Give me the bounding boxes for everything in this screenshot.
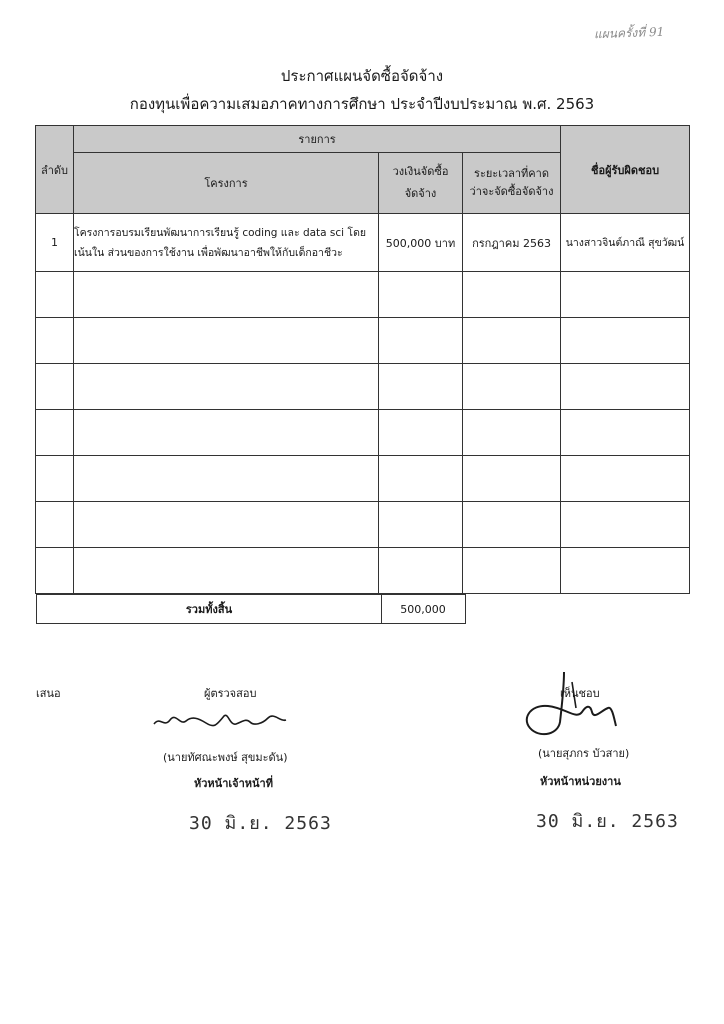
approver-label: เห็นชอบ bbox=[560, 687, 600, 700]
table-row bbox=[36, 364, 690, 410]
row-no: 1 bbox=[36, 214, 74, 272]
header-period: ระยะเวลาที่คาดว่าจะจัดซื้อจัดจ้าง bbox=[463, 153, 561, 214]
table-row bbox=[36, 272, 690, 318]
table-row bbox=[36, 318, 690, 364]
table-row bbox=[36, 410, 690, 456]
document-subtitle: กองทุนเพื่อความเสมอภาคทางการศึกษา ประจำปีงบประมาณ พ.ศ. 2563 bbox=[129, 95, 595, 113]
page-tag: แผนครั้งที่ 91 bbox=[593, 24, 665, 42]
propose-label: เสนอ bbox=[36, 687, 61, 700]
reviewer-name: (นายทัศณะพงษ์ สุขมะดัน) bbox=[163, 751, 288, 764]
total-value: 500,000 bbox=[400, 602, 446, 616]
approver-position: หัวหน้าหน่วยงาน bbox=[540, 775, 621, 788]
header-responsible: ชื่อผู้รับผิดชอบ bbox=[561, 126, 690, 214]
header-items: รายการ bbox=[74, 126, 561, 153]
header-budget: วงเงินจัดซื้อจัดจ้าง bbox=[379, 153, 463, 214]
row-period: กรกฎาคม 2563 bbox=[463, 214, 561, 272]
table-row bbox=[36, 502, 690, 548]
total-label: รวมทั้งสิ้น bbox=[37, 595, 382, 623]
reviewer-position: หัวหน้าเจ้าหน้าที่ bbox=[194, 777, 273, 790]
table-row bbox=[36, 214, 690, 272]
header-project: โครงการ bbox=[74, 153, 379, 214]
row-project: โครงการอบรมเรียนพัฒนาการเรียนรู้ coding และ data sci โดยเน้นใน ส่วนของการใช้งาน เพื่อพัฒนาอาชีพให้กับเด็กอาชีวะ bbox=[74, 214, 379, 272]
table-row bbox=[36, 548, 690, 594]
reviewer-date-stamp: 30 มิ.ย. 2563 bbox=[189, 813, 332, 834]
row-responsible: นางสาวจินต์ภาณี สุขวัฒน์ bbox=[561, 214, 690, 272]
approver-signature bbox=[512, 668, 632, 744]
approver-date-stamp: 30 มิ.ย. 2563 bbox=[536, 811, 679, 832]
table-row bbox=[36, 456, 690, 502]
total-row bbox=[36, 594, 466, 624]
reviewer-label: ผู้ตรวจสอบ bbox=[204, 687, 257, 700]
header-no: ลำดับ bbox=[36, 126, 74, 214]
reviewer-signature bbox=[150, 704, 290, 734]
approver-name: (นายสุภกร บัวสาย) bbox=[538, 747, 630, 760]
row-budget: 500,000 บาท bbox=[379, 214, 463, 272]
document-title: ประกาศแผนจัดซื้อจัดจ้าง bbox=[280, 67, 444, 85]
procurement-plan-table bbox=[35, 125, 690, 594]
